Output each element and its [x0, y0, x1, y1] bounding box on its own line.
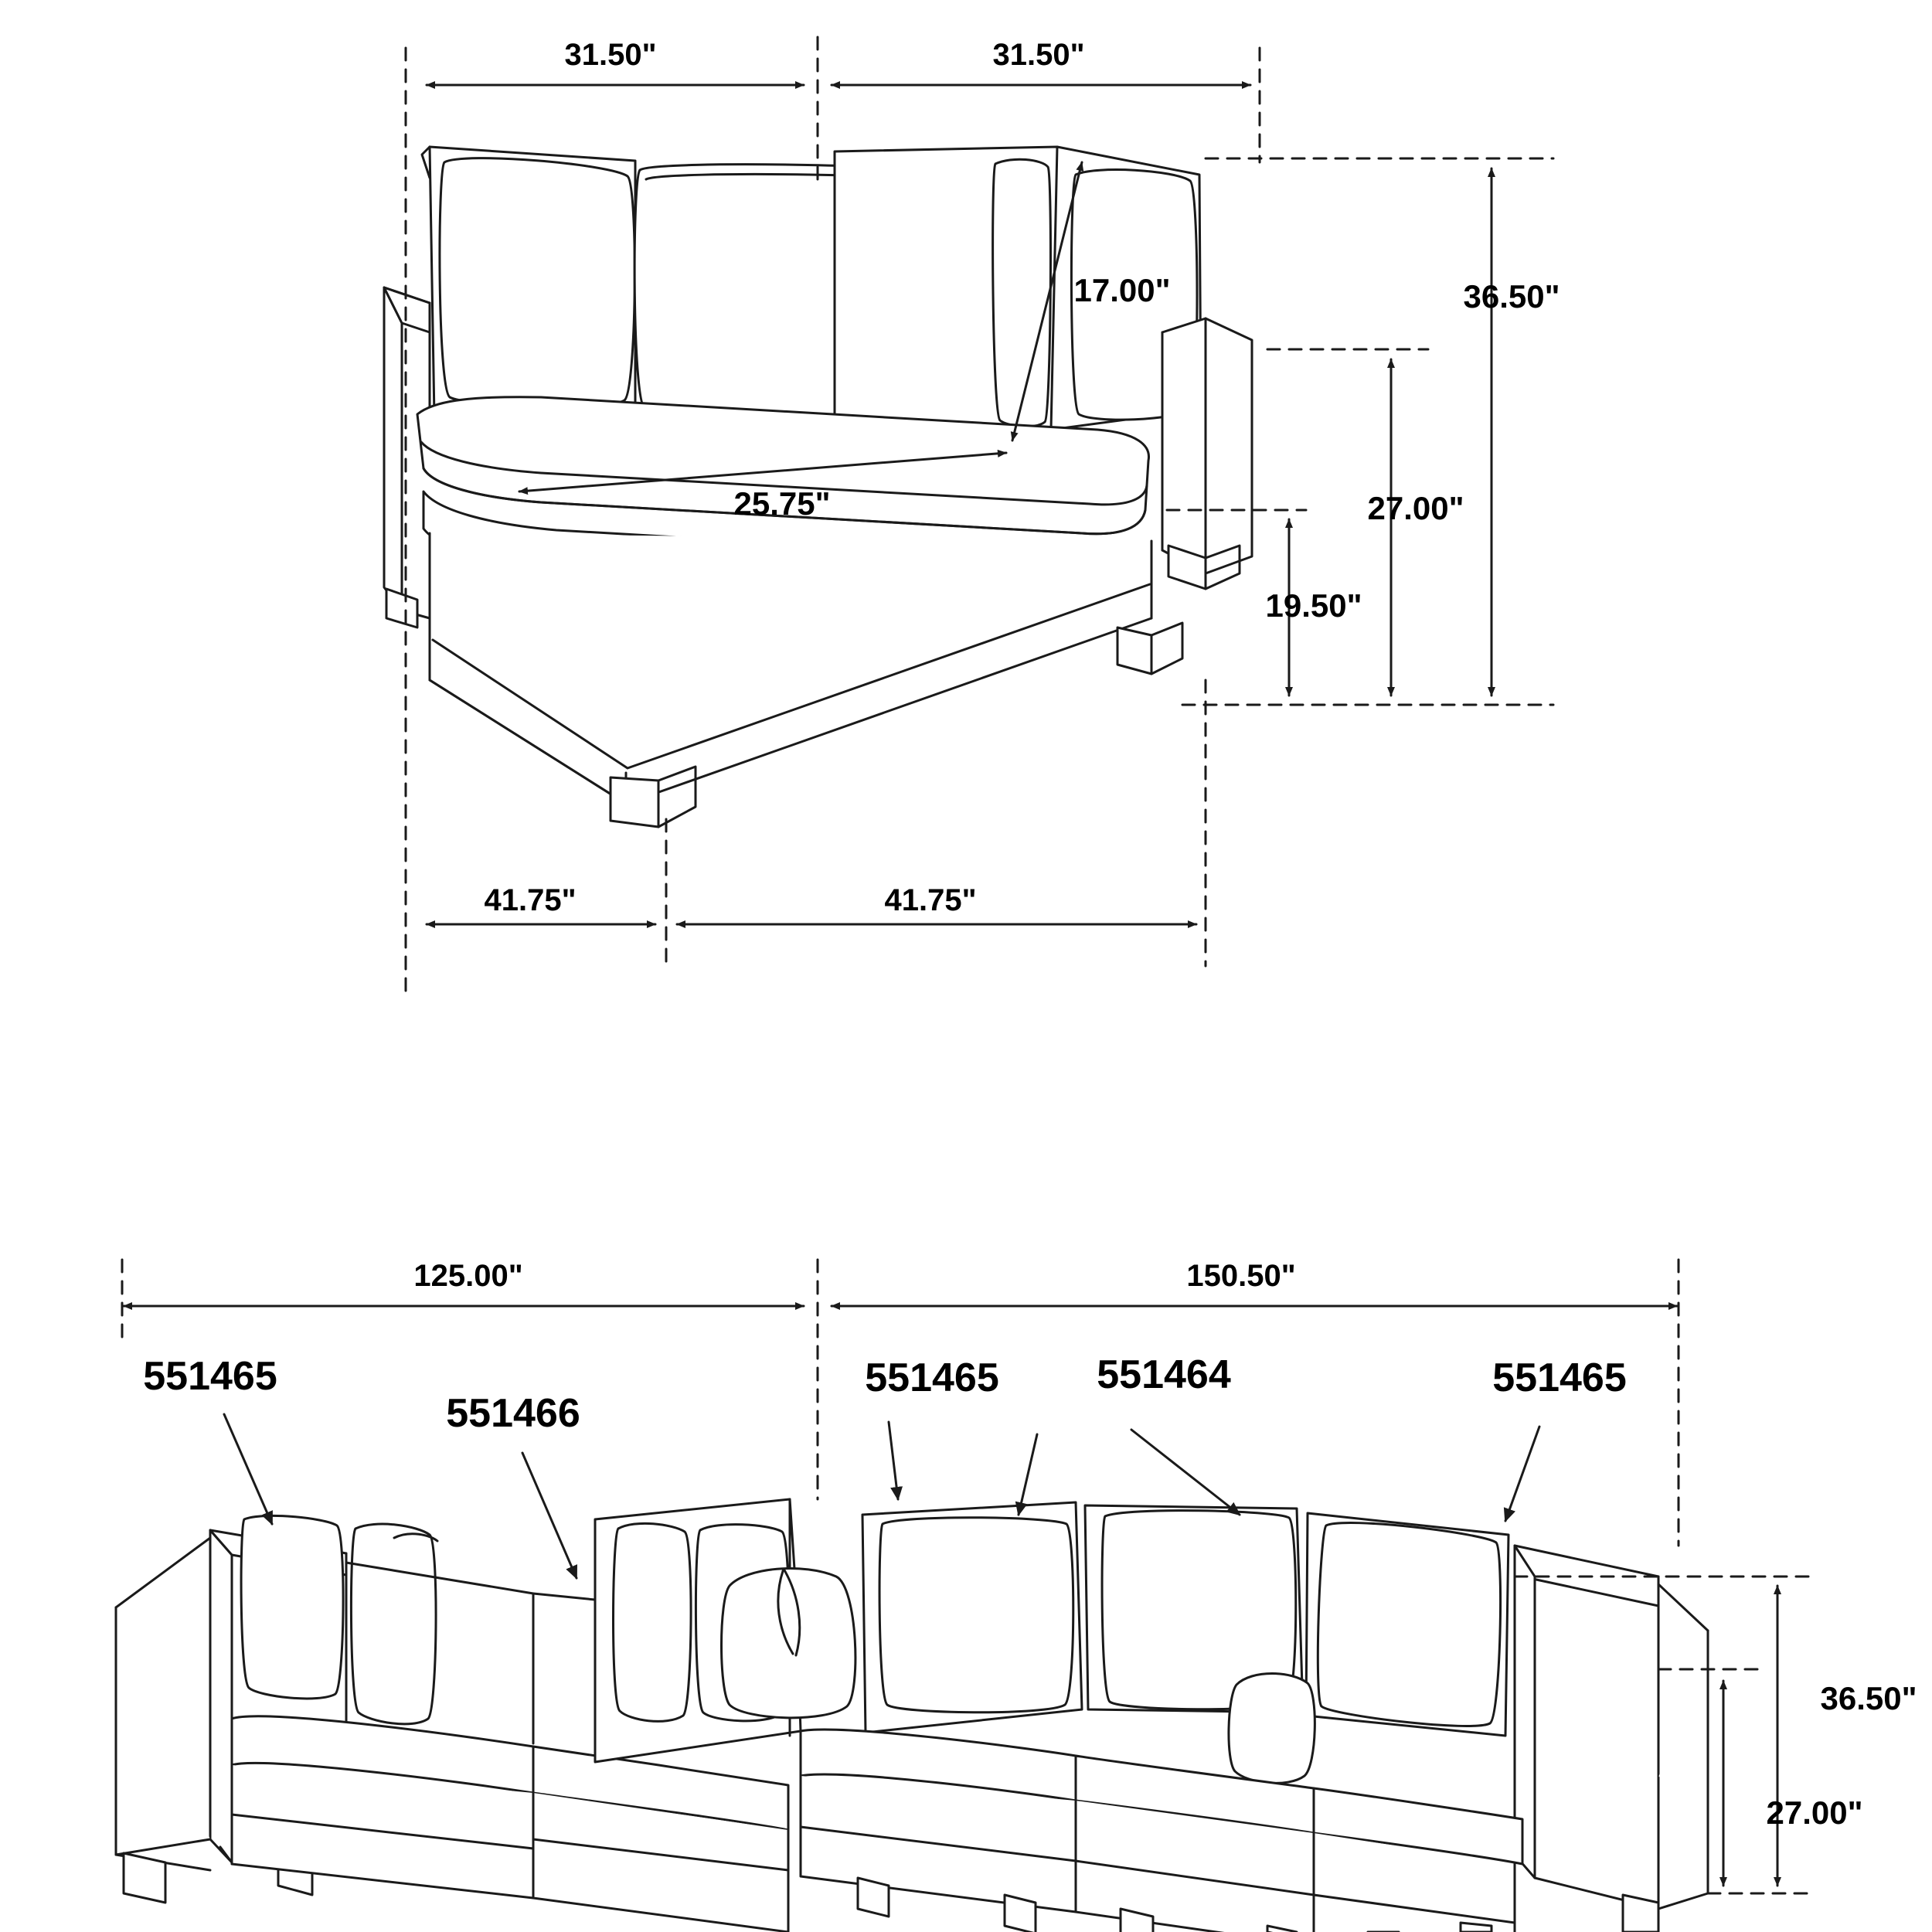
dim-bottom-depth-right: 41.75" [884, 883, 977, 917]
sku-callout-2: 551466 [446, 1391, 580, 1436]
sku-callout-3: 551465 [865, 1355, 999, 1400]
sectional-assembly-illustration [116, 1499, 1708, 1932]
sku-callout-4: 551464 [1097, 1352, 1231, 1397]
dim-arm-height: 27.00" [1367, 490, 1464, 526]
dim-overall-height: 36.50" [1463, 278, 1560, 315]
sku-callout-5: 551465 [1492, 1355, 1627, 1400]
dim-back-cushion-height: 17.00" [1073, 272, 1171, 308]
dim-right-section-width: 150.50" [1186, 1259, 1296, 1293]
dim-top-width-right: 31.50" [992, 38, 1085, 72]
dim-seat-depth: 25.75" [733, 485, 831, 522]
dim-top-width-left: 31.50" [564, 38, 657, 72]
dim-left-section-width: 125.00" [413, 1259, 523, 1293]
dim-assembly-arm-height: 27.00" [1766, 1794, 1863, 1831]
dim-assembly-overall-height: 36.50" [1820, 1680, 1917, 1716]
sku-callout-1: 551465 [143, 1354, 277, 1399]
dim-seat-height: 19.50" [1265, 587, 1362, 624]
dim-bottom-depth-left: 41.75" [484, 883, 577, 917]
